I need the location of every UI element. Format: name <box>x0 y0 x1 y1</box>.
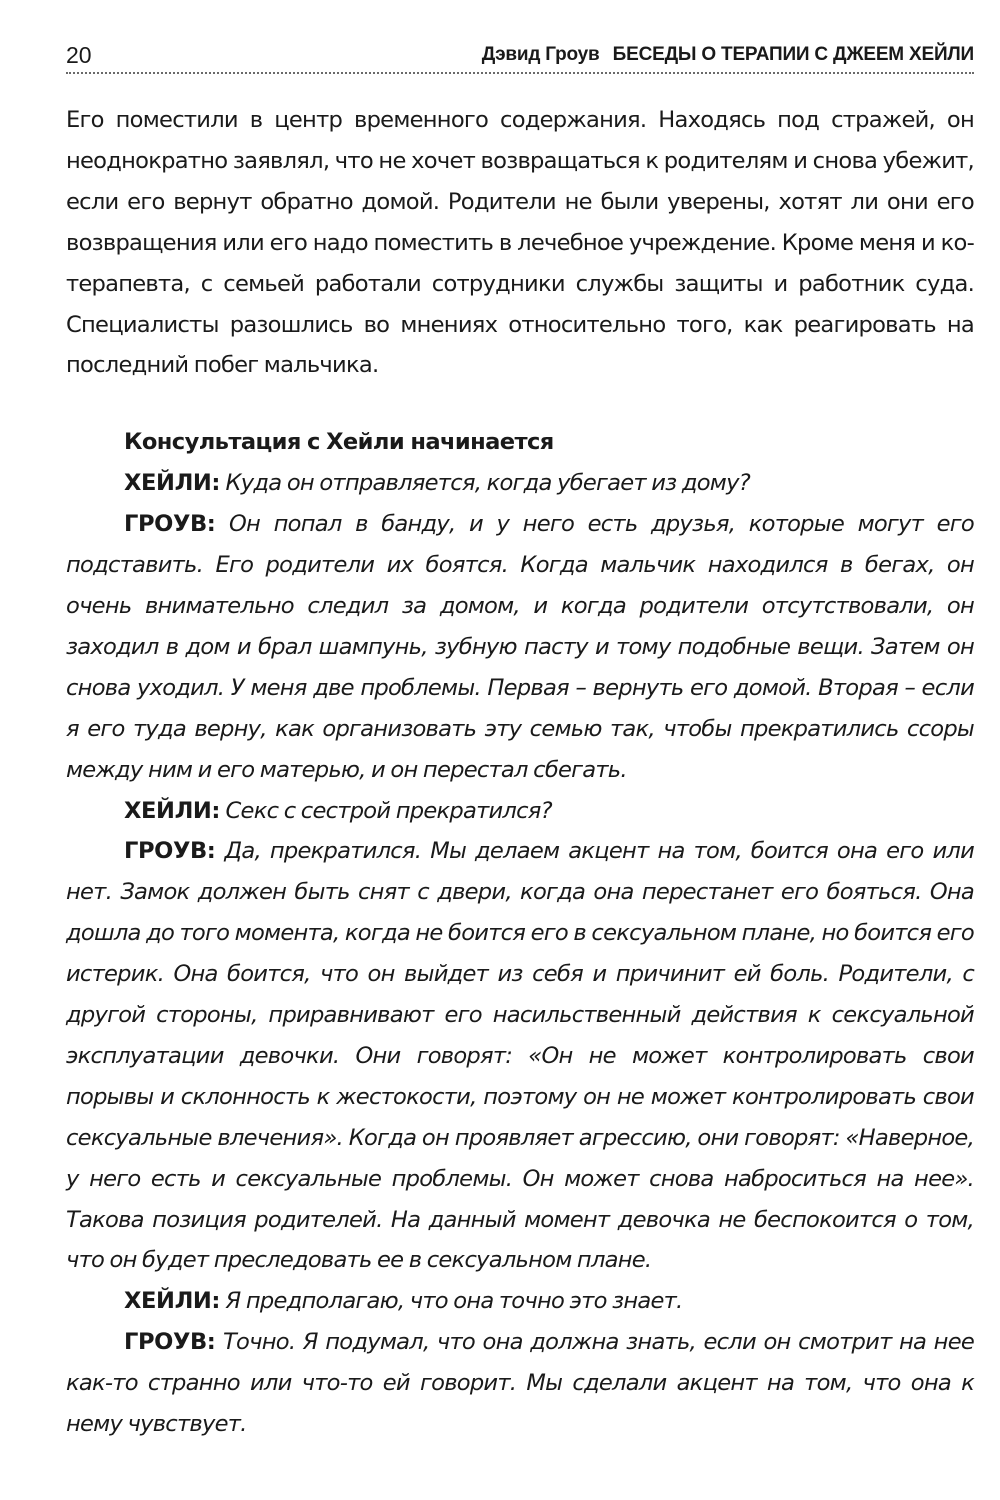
dialogue-turn <box>66 791 974 832</box>
dialogue-turn <box>66 504 974 790</box>
page-body <box>66 100 974 1445</box>
speaker-label: ХЕЙЛИ: <box>124 470 221 497</box>
speaker-label: ХЕЙЛИ: <box>124 1288 221 1315</box>
speech-text: Я предполагаю, что она точно это знает. <box>225 1288 683 1315</box>
speech-text: Точно. Я подумал, что она должна знать, если он смотрит на нее как-то странно или что-то ей говорит. Мы сделали акцент на том, что она к нему чувствует. <box>66 1329 975 1438</box>
dialogue <box>66 463 974 1445</box>
header-author: Дэвид Гроув <box>481 44 600 65</box>
speaker-label: ГРОУВ: <box>124 511 216 538</box>
speech-text: Он попал в банду, и у него есть друзья, которые могут его подставить. Его родители их боятся. Когда мальчик находился в бегах, он очень внимательно следил за домом, и когда родители отсутствовали, он заходил в дом и брал шампунь, зубную пасту и тому подобные вещи. Затем он снова уходил. У меня две проблемы. Первая – вернуть его домой. Вторая – если я его туда верну, как организовать эту семью так, чтобы прекратились ссоры между ним и его матерью, и он перестал сбегать. <box>66 511 974 783</box>
speaker-label: ХЕЙЛИ: <box>124 797 221 824</box>
dialogue-turn <box>66 463 974 504</box>
speech-text: Секс с сестрой прекратился? <box>225 797 552 824</box>
dialogue-turn <box>66 1322 974 1445</box>
dialogue-turn <box>66 1281 974 1322</box>
dialogue-turn <box>66 831 974 1281</box>
running-head <box>482 44 974 66</box>
speaker-label: ГРОУВ: <box>124 838 216 865</box>
section-heading: Консультация с Хейли начинается <box>124 429 554 456</box>
page-number: 20 <box>66 42 92 68</box>
header-book-title: БЕСЕДЫ О ТЕРАПИИ С ДЖЕЕМ ХЕЙЛИ <box>612 44 974 65</box>
speech-text: Куда он отправляется, когда убегает из дому? <box>225 470 750 497</box>
page-header <box>66 30 974 74</box>
speech-text: Да, прекратился. Мы делаем акцент на том, боится она его или нет. Замок должен быть снят с двери, когда она перестанет его бояться. Она дошла до того момента, когда не боится его в сексуальном плане, но боится его истерик. Она боится, что он выйдет из себя и причинит ей боль. Родители, с другой стороны, приравнивают его насильственный действия к сексуальной эксплуатации девочки. Они говорят: «Он не может контролировать свои порывы и склонность к жестокости, поэтому он не может контролировать свои сексуальные влечения». Когда он проявляет агрессию, они говорят: «Наверное, у него есть и сексуальные проблемы. Он может снова наброситься на нее». Такова позиция родителей. На данный момент девочка не беспокоится о том, что он будет преследовать ее в сексуальном плане. <box>66 838 974 1274</box>
book-page <box>66 30 974 1470</box>
speaker-label: ГРОУВ: <box>124 1329 216 1356</box>
intro-paragraph: Его поместили в центр временного содержания. Находясь под стражей, он неоднократно заявлял, что не хочет возвращаться к родителям и снова убежит, если его вернут обратно домой. Родители не были уверены, хотят ли они его возвращения или его надо поместить в лечебное учреждение. Кроме меня и ко-терапевта, с семьей работали сотрудники службы защиты и работник суда. Специалисты разошлись во мнениях относительно того, как реагировать на последний побег мальчика. <box>66 107 974 379</box>
